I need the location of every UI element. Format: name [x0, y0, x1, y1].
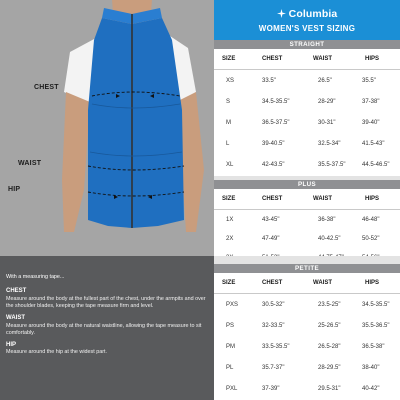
col-hips: HIPS — [365, 196, 380, 202]
cell-chest: 39-40.5" — [262, 140, 285, 147]
table-row — [214, 112, 400, 133]
cell-size: XL — [226, 161, 234, 168]
cell-hips: 35.5" — [362, 77, 376, 84]
cell-waist: 26.5" — [318, 77, 332, 84]
table-row — [214, 315, 400, 336]
cell-hips: 39-40" — [362, 119, 380, 126]
cell-size: PXS — [226, 301, 239, 308]
cell-waist: 28-29" — [318, 98, 336, 105]
col-size: SIZE — [222, 56, 236, 62]
table-row — [214, 378, 400, 399]
cell-chest: 34.5-35.5" — [262, 98, 290, 105]
cell-hips: 40-42" — [362, 385, 380, 392]
cell-size: 1X — [226, 216, 234, 223]
chest-description: Measure around the body at the fullest part of the chest, under the armpits and over the shoulder blades, keeping the tape measure firm and level. — [6, 295, 206, 309]
col-size: SIZE — [222, 196, 236, 202]
waist-term: WAIST — [6, 314, 25, 321]
col-hips: HIPS — [365, 280, 380, 286]
table-row — [214, 210, 400, 229]
cell-hips: 41.5-43" — [362, 140, 385, 147]
cell-size: S — [226, 98, 231, 105]
col-hips: HIPS — [365, 56, 380, 62]
cell-hips: 44.5-46.5" — [362, 161, 390, 168]
waist-description: Measure around the body at the natural waistline, allowing the tape measure to sit comfortably. — [6, 322, 202, 336]
table-row — [214, 294, 400, 315]
hip-label: HIP — [8, 186, 21, 193]
straight-section — [214, 40, 400, 196]
cell-hips: 34.5-35.5" — [362, 301, 390, 308]
cell-waist: 25-26.5" — [318, 322, 341, 329]
cell-waist: 40-42.5" — [318, 235, 341, 242]
cell-hips: 50-52" — [362, 235, 380, 242]
cell-size: PL — [226, 364, 234, 371]
col-waist: WAIST — [313, 196, 332, 202]
cell-size: PXL — [226, 385, 238, 392]
column-headers — [214, 49, 400, 70]
cell-size: PS — [226, 322, 235, 329]
cell-waist: 28-29.5" — [318, 364, 341, 371]
col-chest: CHEST — [262, 56, 283, 62]
cell-size: XS — [226, 77, 235, 84]
cell-size: PM — [226, 343, 235, 350]
columbia-diamond-icon — [277, 9, 286, 18]
col-waist: WAIST — [313, 56, 332, 62]
column-headers — [214, 189, 400, 210]
cell-chest: 43-45" — [262, 216, 280, 223]
chart-title: WOMEN'S VEST SIZING — [258, 24, 356, 33]
cell-size: M — [226, 119, 231, 126]
cell-hips: 38-40" — [362, 364, 380, 371]
cell-chest: 36.5-37.5" — [262, 119, 290, 126]
hip-term: HIP — [6, 341, 17, 348]
hip-description: Measure around the hip at the widest part. — [6, 349, 107, 356]
cell-hips: 36.5-38" — [362, 343, 385, 350]
measuring-instructions — [0, 256, 214, 400]
brand-logo — [214, 7, 400, 20]
table-row — [214, 154, 400, 175]
cell-hips: 46-48" — [362, 216, 380, 223]
table-row — [214, 336, 400, 357]
table-row — [214, 357, 400, 378]
col-chest: CHEST — [262, 280, 283, 286]
cell-waist: 30-31" — [318, 119, 336, 126]
waist-label: WAIST — [18, 160, 42, 167]
cell-chest: 35.7-37" — [262, 364, 285, 371]
column-headers — [214, 273, 400, 294]
cell-chest: 33.5-35.5" — [262, 343, 290, 350]
cell-size: L — [226, 140, 230, 147]
instructions-intro: With a measuring tape... — [6, 274, 65, 280]
cell-chest: 47-49" — [262, 235, 280, 242]
brand-name: Columbia — [288, 7, 338, 20]
vest-figure — [0, 0, 214, 256]
cell-chest: 32-33.5" — [262, 322, 285, 329]
chest-term: CHEST — [6, 288, 27, 295]
vest-body — [88, 18, 184, 228]
cell-waist: 35.5-37.5" — [318, 161, 346, 168]
cell-hips: 35.5-36.5" — [362, 322, 390, 329]
table-row — [214, 229, 400, 248]
petite-section — [214, 264, 400, 399]
cell-waist: 36-38" — [318, 216, 336, 223]
cell-waist: 26.5-28" — [318, 343, 341, 350]
table-row — [214, 133, 400, 154]
section-title-straight: STRAIGHT — [214, 40, 400, 49]
cell-chest: 42-43.5" — [262, 161, 285, 168]
cell-waist: 32.5-34" — [318, 140, 341, 147]
cell-waist: 23.5-25" — [318, 301, 341, 308]
cell-size: 2X — [226, 235, 234, 242]
table-row — [214, 91, 400, 112]
brand-header — [214, 0, 400, 40]
col-waist: WAIST — [313, 280, 332, 286]
cell-chest: 33.5" — [262, 77, 276, 84]
table-row — [214, 70, 400, 91]
section-divider — [214, 256, 400, 264]
cell-chest: 37-39" — [262, 385, 280, 392]
section-title-plus: PLUS — [214, 180, 400, 189]
left-arm — [62, 92, 90, 232]
section-title-petite: PETITE — [214, 264, 400, 273]
vest-illustration-panel — [0, 0, 214, 256]
col-chest: CHEST — [262, 196, 283, 202]
cell-chest: 30.5-32" — [262, 301, 285, 308]
cell-hips: 37-38" — [362, 98, 380, 105]
cell-waist: 29.5-31" — [318, 385, 341, 392]
plus-section — [214, 180, 400, 267]
col-size: SIZE — [222, 280, 236, 286]
chest-label: CHEST — [34, 84, 59, 91]
